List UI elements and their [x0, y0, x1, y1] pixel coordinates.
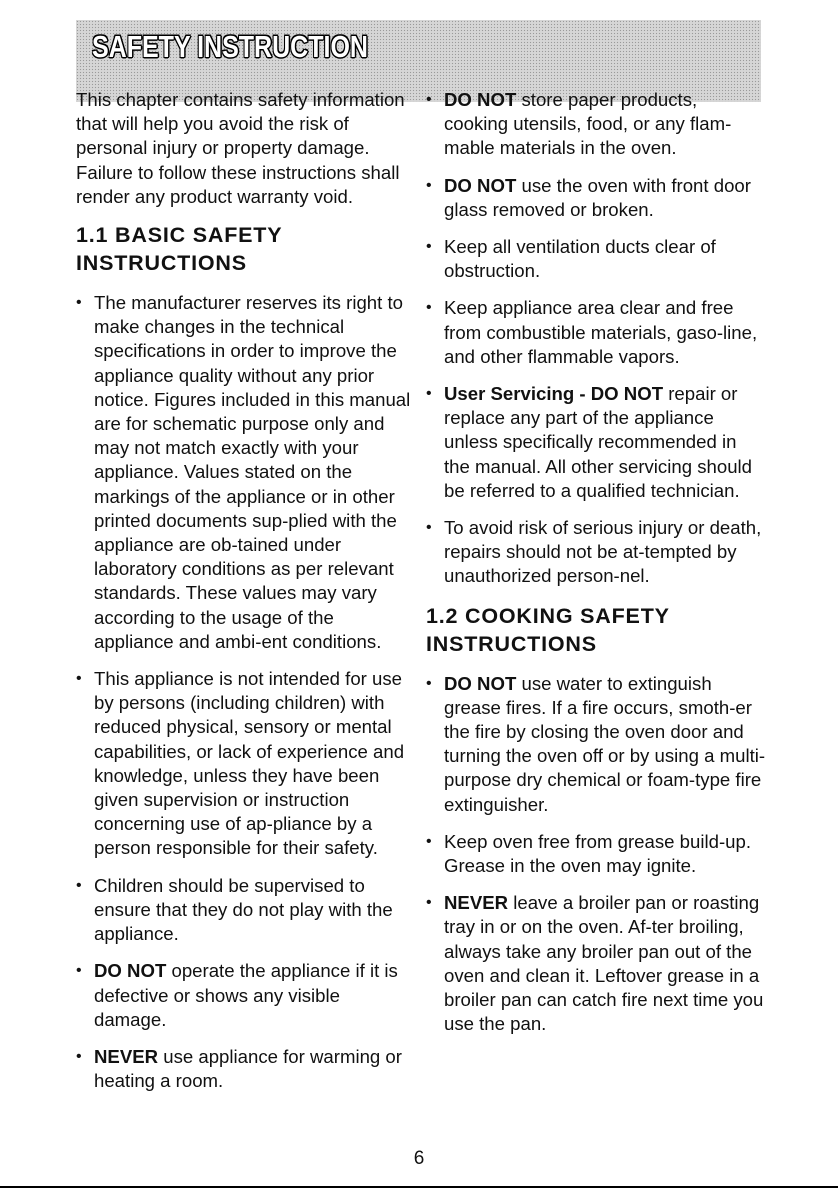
list-item: • Children should be supervised to ensure that they do not play with the appliance.: [76, 874, 412, 947]
cooking-safety-list: [426, 672, 766, 1037]
footer-divider: [0, 1186, 838, 1188]
basic-safety-list: [76, 291, 412, 1093]
intro-paragraph: This chapter contains safety information that will help you avoid the risk of personal injury or property damage. Failure to follow these instructions shall render any product warranty void.: [76, 89, 405, 207]
page-title: SAFETY INSTRUCTION: [92, 30, 368, 65]
list-item: • The manufacturer reserves its right to make changes in the technical specifications in order to improve the appliance quality without any prior notice. Figures included in this manual are for schematic purpose only and may not match exactly with your appliance. Values stated on the markings of the appliance or in other printed documents sup-plied with the appliance are ob-tained under laboratory conditions as per relevant standards. These values may vary according to the usage of the appliance and ambi-ent conditions.: [76, 291, 412, 654]
list-item: • DO NOT use water to extinguish grease fires. If a fire occurs, smoth-er the fire by closing the oven door and turning the oven off or by using a multi-purpose dry chemical or foam-type fire extinguisher.: [426, 672, 766, 817]
heading-line: INSTRUCTIONS: [426, 631, 597, 656]
list-item: • DO NOT operate the appliance if it is defective or shows any visible damage.: [76, 959, 412, 1032]
list-item: • This appliance is not intended for use by persons (including children) with reduced physical, sensory or mental capabilities, or lack of experience and knowledge, unless they have been given supervision or instruction concerning use of ap-pliance by a person responsible for their safety.: [76, 667, 412, 861]
list-item: • User Servicing - DO NOT repair or replace any part of the appliance unless specifically recommended in the manual. All other servicing should be referred to a qualified technician.: [426, 382, 766, 503]
page-number: 6: [413, 1148, 425, 1169]
heading-line: 1.1 BASIC SAFETY: [76, 223, 283, 248]
heading-line: INSTRUCTIONS: [76, 251, 247, 276]
basic-safety-list-continued: [426, 88, 766, 589]
section-heading-cooking-safety: [426, 602, 766, 658]
list-item: • NEVER leave a broiler pan or roasting tray in or on the oven. Af-ter broiling, always take any broiler pan out of the oven and clean it. Leftover grease in a broiler pan can catch fire next time you use the pan.: [426, 891, 766, 1036]
list-item: • Keep appliance area clear and free from combustible materials, gaso-line, and other flammable vapors.: [426, 296, 766, 369]
left-column: [76, 88, 412, 1106]
list-item: • Keep all ventilation ducts clear of obstruction.: [426, 235, 766, 283]
list-item: • DO NOT store paper products, cooking utensils, food, or any flam-mable materials in the oven.: [426, 88, 766, 161]
list-item: • NEVER use appliance for warming or heating a room.: [76, 1045, 412, 1093]
right-column: [426, 88, 766, 1050]
list-item: • To avoid risk of serious injury or death, repairs should not be at-tempted by unauthorized person-nel.: [426, 516, 766, 589]
section-heading-basic-safety: [76, 221, 412, 277]
heading-line: 1.2 COOKING SAFETY: [426, 603, 670, 628]
list-item: • Keep oven free from grease build-up. Grease in the oven may ignite.: [426, 830, 766, 878]
list-item: • DO NOT use the oven with front door glass removed or broken.: [426, 174, 766, 222]
